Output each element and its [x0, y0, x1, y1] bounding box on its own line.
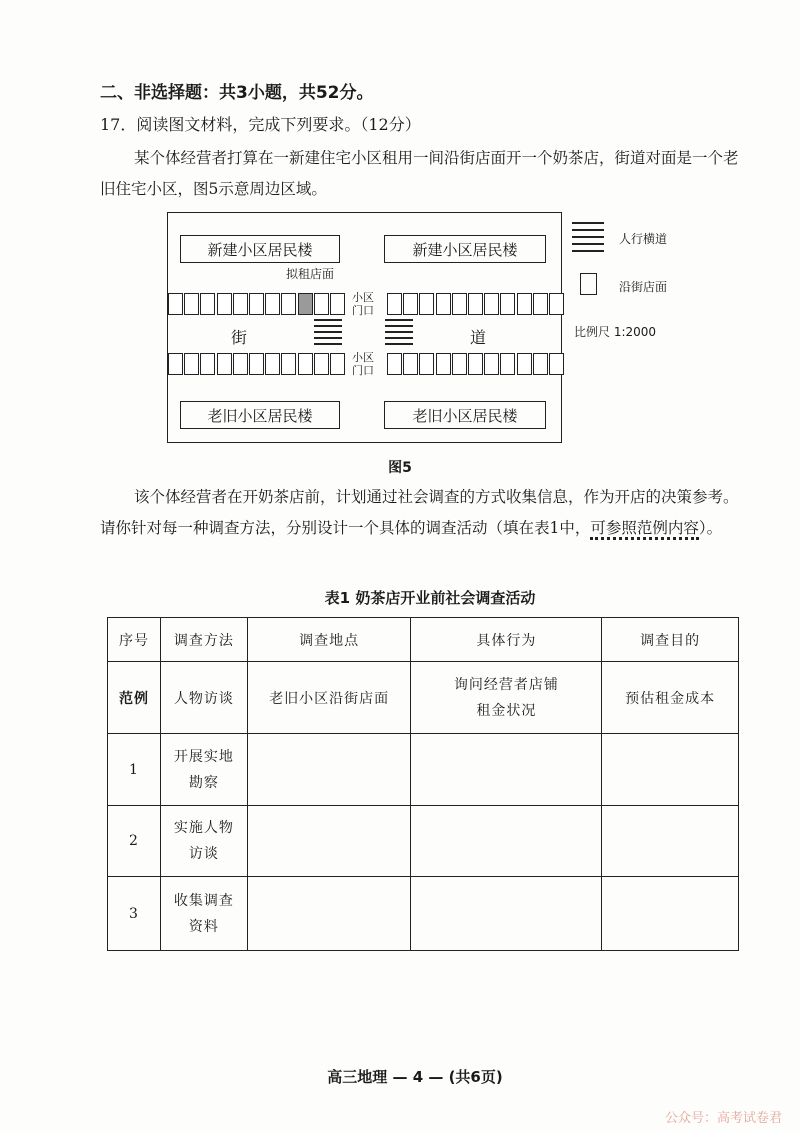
new-building-left: 新建小区居民楼: [180, 235, 340, 263]
header-cell: 调查目的: [602, 618, 739, 662]
table-cell: 范例: [108, 662, 161, 734]
shop-front: [184, 353, 199, 375]
answer-cell[interactable]: [247, 806, 411, 877]
table-cell: 1: [108, 734, 161, 806]
table-row: [108, 877, 739, 951]
shop-front: [314, 353, 329, 375]
shop-front: [265, 293, 280, 315]
gate-top-label: 小区 门口: [352, 291, 374, 317]
table-example-row: [108, 662, 739, 734]
task-text: 该个体经营者在开奶茶店前，计划通过社会调查的方式收集信息，作为开店的决策参考。请你针对每一种调查方法，分别设计一个具体的调查活动（填在表1中，: [100, 488, 739, 537]
header-cell: 调查方法: [160, 618, 247, 662]
road-label-right: 道: [470, 328, 487, 347]
crosswalk-right: [385, 319, 413, 349]
shop-front: [452, 293, 467, 315]
shop-front: [468, 353, 483, 375]
table-header-row: [108, 618, 739, 662]
shop-front: [549, 293, 564, 315]
old-building-left: 老旧小区居民楼: [180, 401, 340, 429]
table-cell: 实施人物 访谈: [160, 806, 247, 877]
shop-front: [500, 293, 515, 315]
shop-front: [452, 353, 467, 375]
shops-top-left: [168, 293, 346, 315]
legend-crosswalk-icon: [572, 222, 604, 252]
table-cell: 人物访谈: [160, 662, 247, 734]
rent-shop-label: 拟租店面: [286, 267, 335, 281]
shop-front: [265, 353, 280, 375]
header-cell: 调查地点: [247, 618, 411, 662]
survey-table: [107, 617, 739, 951]
answer-cell[interactable]: [411, 806, 602, 877]
answer-cell[interactable]: [411, 877, 602, 951]
shop-front: [387, 353, 402, 375]
shop-front: [436, 293, 451, 315]
header-cell: 具体行为: [411, 618, 602, 662]
page-footer: 高三地理 — 4 — (共6页): [327, 1068, 503, 1086]
table-row: [108, 806, 739, 877]
shops-top-right: [387, 293, 565, 315]
shop-front: [517, 293, 532, 315]
shop-front: [468, 293, 483, 315]
answer-cell[interactable]: [602, 806, 739, 877]
task-paragraph: [100, 482, 750, 544]
table-cell: 老旧小区沿街店面: [247, 662, 411, 734]
material-paragraph: 某个体经营者打算在一新建住宅小区租用一间沿街店面开一个奶茶店，街道对面是一个老旧住宅小区，图5示意周边区域。: [100, 149, 739, 198]
answer-cell[interactable]: [247, 734, 411, 806]
task-text-end: ）。: [698, 519, 723, 537]
table-cell: 2: [108, 806, 161, 877]
area-map: [167, 212, 562, 443]
shops-bottom-left: [168, 353, 346, 375]
table-cell: 3: [108, 877, 161, 951]
shop-front: [500, 353, 515, 375]
shop-front: [387, 293, 402, 315]
rent-shop: [298, 293, 313, 315]
shop-front: [330, 353, 345, 375]
shop-front: [549, 353, 564, 375]
shop-front: [403, 293, 418, 315]
task-emphasis: 可参照范例内容: [590, 519, 699, 540]
shop-front: [314, 293, 329, 315]
table-cell: 预估租金成本: [602, 662, 739, 734]
shop-front: [233, 353, 248, 375]
shop-front: [200, 293, 215, 315]
legend-crosswalk-label: 人行横道: [619, 232, 668, 246]
table-cell: 收集调查 资料: [160, 877, 247, 951]
shop-front: [168, 353, 183, 375]
watermark: 公众号：高考试卷君: [664, 1111, 782, 1126]
map-scale: 比例尺 1:2000: [574, 325, 657, 339]
table-caption: 表1 奶茶店开业前社会调查活动: [324, 589, 536, 607]
old-building-right: 老旧小区居民楼: [384, 401, 546, 429]
answer-cell[interactable]: [247, 877, 411, 951]
shop-front: [184, 293, 199, 315]
answer-cell[interactable]: [602, 877, 739, 951]
section-title: 二、非选择题：共3小题，共52分。: [100, 83, 374, 103]
shop-front: [281, 293, 296, 315]
shop-front: [233, 293, 248, 315]
shop-front: [249, 293, 264, 315]
shop-front: [217, 353, 232, 375]
header-cell: 序号: [108, 618, 161, 662]
answer-cell[interactable]: [411, 734, 602, 806]
shop-front: [517, 353, 532, 375]
shop-front: [533, 353, 548, 375]
shop-front: [484, 353, 499, 375]
shop-front: [419, 293, 434, 315]
crosswalk-left: [314, 319, 342, 349]
shop-front: [533, 293, 548, 315]
shop-front: [403, 353, 418, 375]
shop-front: [281, 353, 296, 375]
table-row: [108, 734, 739, 806]
shop-front: [419, 353, 434, 375]
shop-front: [330, 293, 345, 315]
table-cell: 开展实地 勘察: [160, 734, 247, 806]
shop-front: [298, 353, 313, 375]
shop-front: [200, 353, 215, 375]
figure-caption: 图5: [388, 460, 412, 476]
shop-front: [484, 293, 499, 315]
shops-bottom-right: [387, 353, 565, 375]
answer-cell[interactable]: [602, 734, 739, 806]
legend-shop-icon: [580, 273, 597, 295]
question-title: 17．阅读图文材料，完成下列要求。（12分）: [100, 115, 421, 134]
shop-front: [249, 353, 264, 375]
legend-shop-label: 沿街店面: [619, 280, 668, 294]
table-cell: 询问经营者店铺 租金状况: [411, 662, 602, 734]
new-building-right: 新建小区居民楼: [384, 235, 546, 263]
shop-front: [217, 293, 232, 315]
shop-front: [436, 353, 451, 375]
shop-front: [168, 293, 183, 315]
gate-bottom-label: 小区 门口: [352, 351, 374, 377]
road-label-left: 街: [231, 328, 248, 347]
